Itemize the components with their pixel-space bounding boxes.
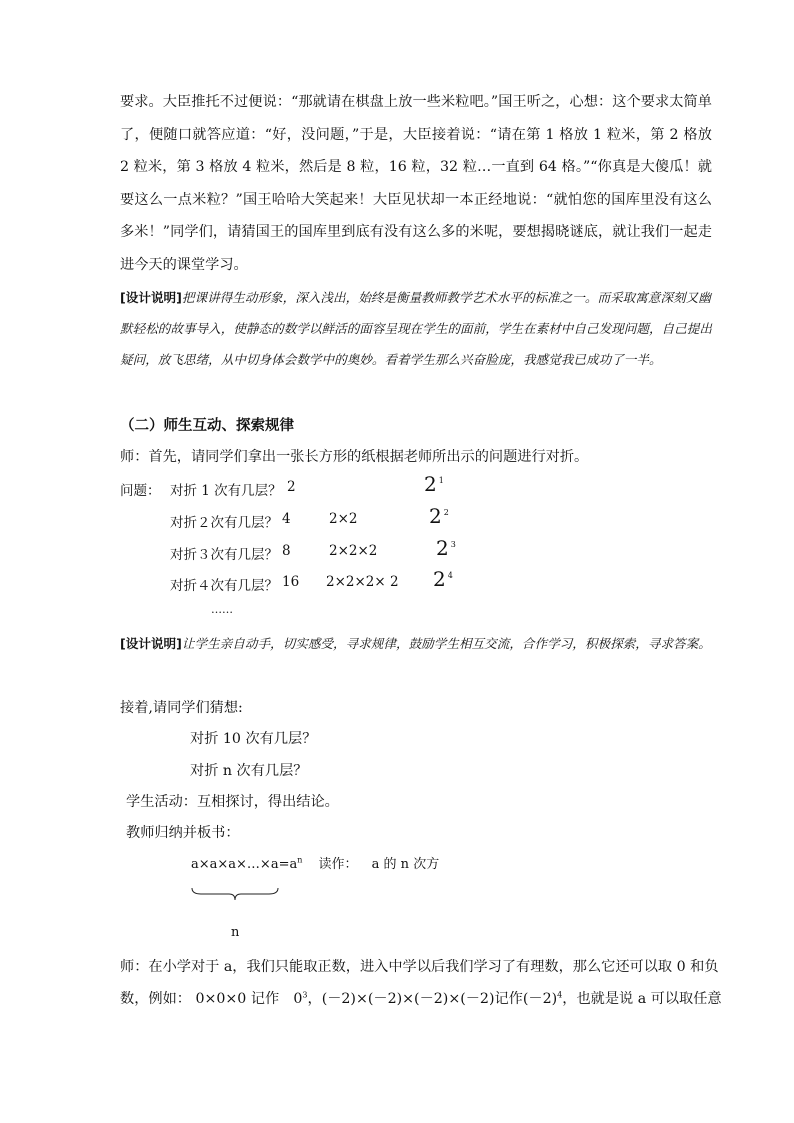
formula-read-label: 读作： <box>318 857 358 872</box>
layers-2: 4 <box>282 511 291 527</box>
layers-4: 16 <box>282 574 300 590</box>
power-4: 2 $^4$ <box>433 567 453 591</box>
design-note-2 <box>120 628 712 659</box>
product-2: 2×2 <box>329 511 358 527</box>
teacher-line-1: 师：首先，请同学们拿出一张长方形的纸根据老师所出示的问题进行对折。 <box>120 449 589 465</box>
teacher-line-2a: 师：在小学对于 a，我们只能取正数，进入中学以后我们学习了有理数，那么它还可以取 0 和负 <box>120 959 719 975</box>
power-2: 2 $^2$ <box>429 504 449 528</box>
design-note-1 <box>120 282 712 375</box>
design-note-text: 把课讲得生动形象，深入浅出，始终是衡量教师教学艺术水平的标准之一。而采取寓意深刻又幽默轻松的故事导入，使静态的数学以鲜活的面容呈现在学生的面前，学生在素材中自己发现问题，自己提出疑问，放飞思绪，从中切身体会数学中的奥妙。看着学生那么兴奋脸庞，我感觉我已成功了一半。 <box>120 290 712 367</box>
product-4: 2×2×2× 2 <box>326 574 399 590</box>
question-1: 对折 1 次有几层？ <box>170 483 282 499</box>
underbrace <box>191 887 279 901</box>
teacher-line-2b: 数，例如： 0×0×0 记作 $0^3$，(－2)×(－2)×(－2)×(－2)记作$(-2)^4$，也就是说 a 可以取任意 <box>120 990 722 1007</box>
question-4: 对折４次有几层？ <box>170 578 278 594</box>
product-3: 2×2×2 <box>329 543 378 559</box>
formula-exponent: n <box>297 855 303 865</box>
formula-read-value: a 的 n 次方 <box>371 857 440 872</box>
power-3: 2 $^3$ <box>436 536 456 560</box>
design-note-tag: [设计说明] <box>120 290 182 305</box>
guess-question-2: 对折 n 次有几层？ <box>190 763 308 779</box>
section-heading: （二）师生互动、探索规律 <box>120 418 294 434</box>
questions-ellipsis: …… <box>211 603 233 616</box>
layers-3: 8 <box>282 543 291 559</box>
guess-question-1: 对折 10 次有几层？ <box>190 731 317 747</box>
teacher-summary: 教师归纳并板书： <box>126 825 240 841</box>
question-2: 对折２次有几层？ <box>170 515 278 531</box>
student-activity: 学生活动：互相探讨，得出结论。 <box>126 794 339 810</box>
design-note-text: 让学生亲自动手，切实感受，寻求规律，鼓励学生相互交流，合作学习，积极探索，寻求答案。 <box>181 636 711 651</box>
guess-intro: 接着,请同学们猜想: <box>120 700 243 716</box>
intro-paragraph: 要求。大臣推托不过便说：“那就请在棋盘上放一些米粒吧。”国王听之，心想：这个要求太简单了，便随口就答应道：“好，没问题，”于是，大臣接着说：“请在第 1 格放 1 粒米，第 2 格放 2 粒米，第 3 格放 4 粒米，然后是 8 粒，16 粒，32 粒…一直到 64 格。”“你真是大傻瓜！就要这么一点米粒？”国王哈哈大笑起来！大臣见状却一本正经地说：“就怕您的国库里没有这么多米！”同学们，请猜国王的国库里到底有没有这么多的米呢，要想揭晓谜底，就让我们一起走进今天的课堂学习。 <box>120 94 712 273</box>
design-note-tag: [设计说明] <box>120 636 182 651</box>
question-3: 对折３次有几层？ <box>170 547 278 563</box>
layers-1: 2 <box>287 479 296 495</box>
power-formula <box>191 853 439 872</box>
brace-label: n <box>231 925 240 940</box>
formula-expression: a×a×a×…×a=a <box>191 857 298 872</box>
questions-label: 问题： <box>120 483 161 499</box>
power-1: 2 $^1$ <box>424 472 444 496</box>
